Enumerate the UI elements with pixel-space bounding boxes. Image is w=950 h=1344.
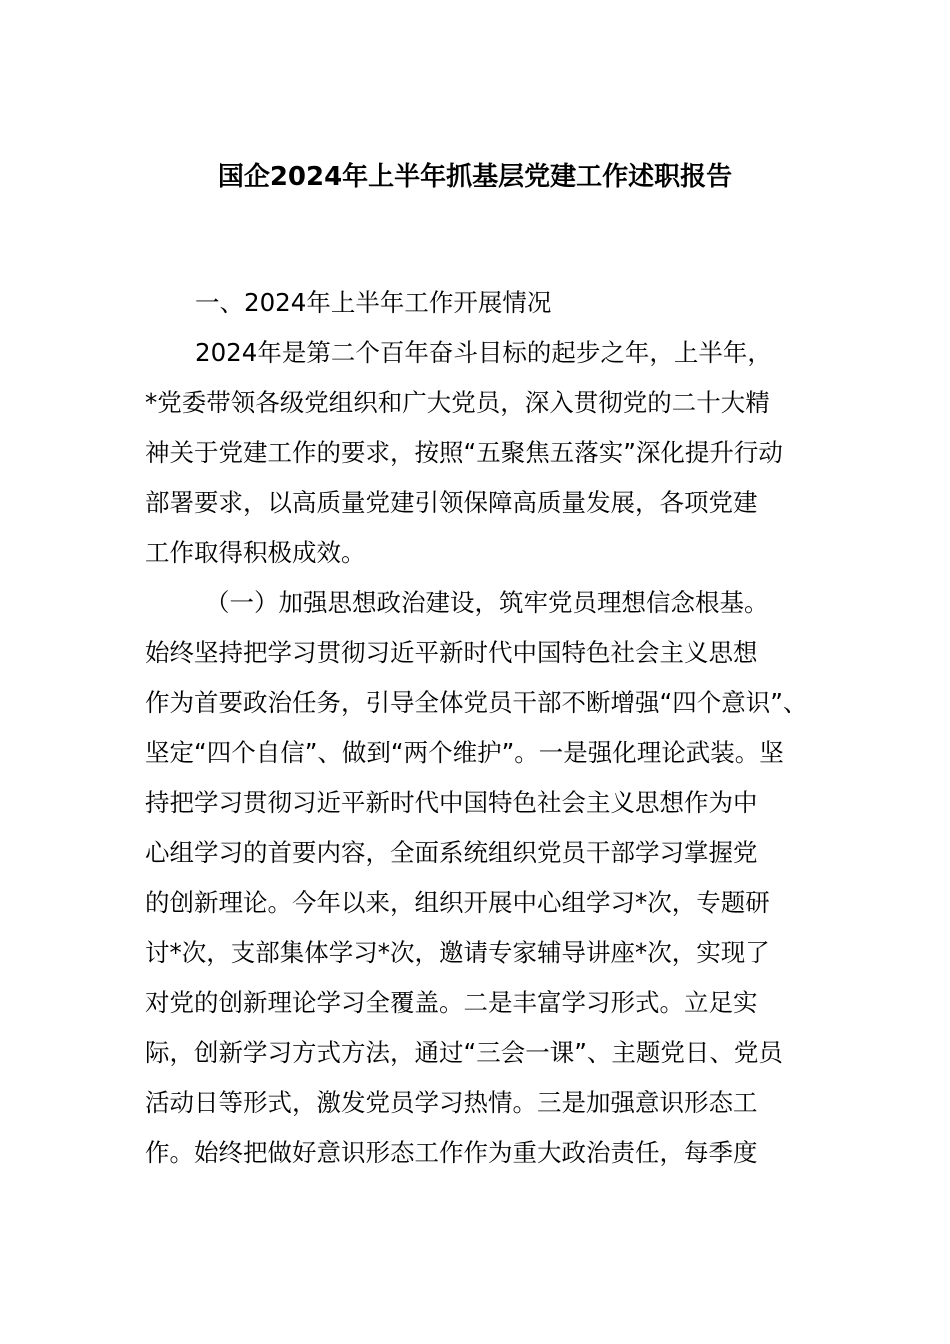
paragraph-line: 作。始终把做好意识形态工作作为重大政治责任，每季度 <box>145 1138 758 1167</box>
paragraph-line: 活动日等形式，激发党员学习热情。三是加强意识形态工 <box>145 1088 758 1117</box>
paragraph-line: 坚定“四个自信”、做到“两个维护”。一是强化理论武装。坚 <box>145 738 784 767</box>
paragraph-line: 工作取得积极成效。 <box>145 538 366 567</box>
paragraph-line: 心组学习的首要内容，全面系统组织党员干部学习掌握党 <box>145 838 758 867</box>
paragraph-line: 2024年是第二个百年奋斗目标的起步之年，上半年， <box>195 338 772 367</box>
paragraph-line: 的创新理论。今年以来，组织开展中心组学习*次，专题研 <box>145 888 770 917</box>
paragraph-line: 神关于党建工作的要求，按照“五聚焦五落实”深化提升行动 <box>145 438 783 467</box>
subsection-heading: （一）加强思想政治建设，筑牢党员理想信念根基。 <box>205 588 769 617</box>
section-heading: 一、2024年上半年工作开展情况 <box>195 288 552 317</box>
paragraph-line: *党委带领各级党组织和广大党员，深入贯彻党的二十大精 <box>145 388 770 417</box>
paragraph-line: 际，创新学习方式方法，通过“三会一课”、主题党日、党员 <box>145 1038 783 1067</box>
paragraph-line: 部署要求，以高质量党建引领保障高质量发展，各项党建 <box>145 488 758 517</box>
paragraph-line: 对党的创新理论学习全覆盖。二是丰富学习形式。立足实 <box>145 988 758 1017</box>
paragraph-line: 始终坚持把学习贯彻习近平新时代中国特色社会主义思想 <box>145 638 758 667</box>
paragraph-line: 持把学习贯彻习近平新时代中国特色社会主义思想作为中 <box>145 788 758 817</box>
document-body <box>145 278 825 1178</box>
paragraph-line: 作为首要政治任务，引导全体党员干部不断增强“四个意识”、 <box>145 688 808 717</box>
paragraph-line: 讨*次，支部集体学习*次，邀请专家辅导讲座*次，实现了 <box>145 938 770 967</box>
document-title: 国企2024年上半年抓基层党建工作述职报告 <box>217 162 733 192</box>
